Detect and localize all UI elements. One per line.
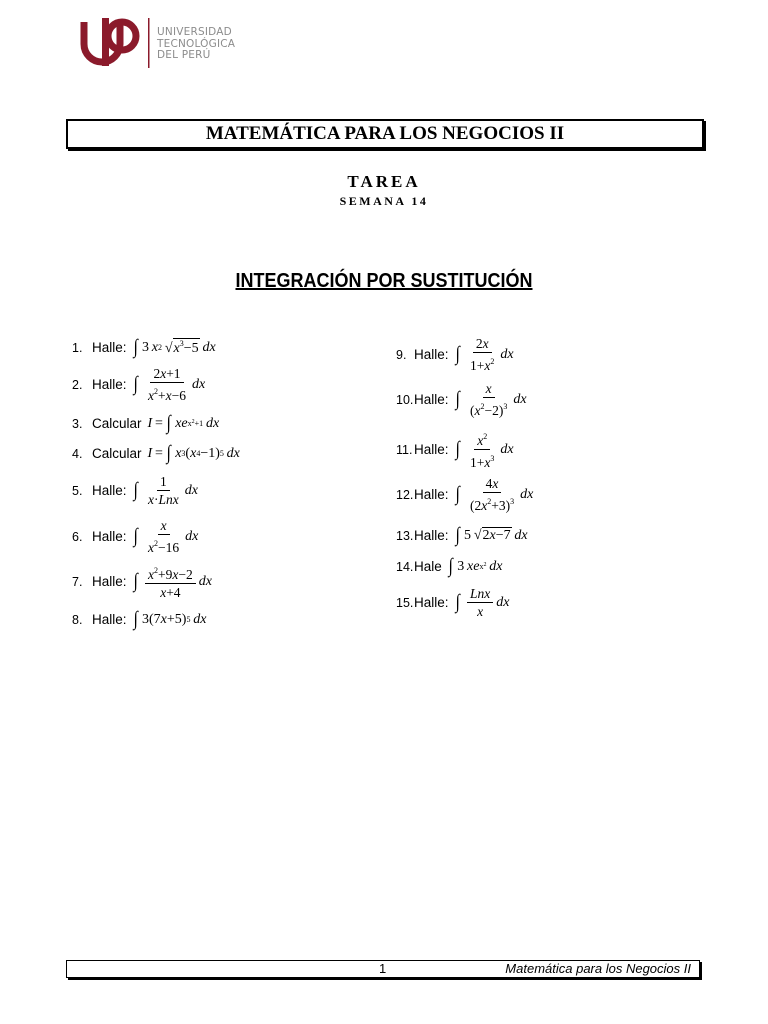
exercise-number: 2. <box>72 377 83 392</box>
logo-line-1: UNIVERSIDAD <box>157 26 232 38</box>
exercise-formula: I = ∫ xe $x^2+1$ dx <box>147 412 220 434</box>
exercise-verb: Halle: <box>414 392 449 407</box>
exercise-formula: ∫ 3 xe $x^2$ dx <box>448 555 503 577</box>
exercise-number: 1. <box>72 340 83 355</box>
footer-course-name: Matemática para los Negocios II <box>505 961 691 976</box>
exercise-verb: Calcular <box>92 446 142 461</box>
exercise-verb: Calcular <box>92 416 142 431</box>
exercise-6 <box>72 518 198 555</box>
exercise-4 <box>72 442 240 465</box>
exercise-2 <box>72 366 205 403</box>
exercise-verb: Halle: <box>92 483 127 498</box>
exercise-number: 5. <box>72 483 83 498</box>
exercise-verb: Hale <box>414 559 442 574</box>
exercise-10 <box>396 381 527 418</box>
course-title: MATEMÁTICA PARA LOS NEGOCIOS II <box>205 123 565 144</box>
exercise-verb: Halle: <box>92 377 127 392</box>
exercise-verb: Halle: <box>414 487 449 502</box>
exercise-9 <box>396 336 514 373</box>
exercise-verb: Halle: <box>414 528 449 543</box>
exercise-5 <box>72 474 198 507</box>
page-number: 1 <box>379 961 387 976</box>
exercise-verb: Halle: <box>92 612 127 627</box>
exercise-number: 9. <box>396 347 407 362</box>
logo-line-2: TECNOLÓGICA <box>157 37 236 50</box>
page-footer <box>66 960 700 978</box>
exercise-verb: Halle: <box>414 595 449 610</box>
exercise-formula: ∫ 3(7 x +5) 5 dx <box>133 608 207 630</box>
exercise-8 <box>72 608 206 631</box>
exercise-number: 12. <box>396 487 414 502</box>
topic-heading: INTEGRACIÓN POR SUSTITUCIÓN <box>235 270 533 292</box>
exercise-formula: ∫ $\frac{x}{(x^2-2)^3}$ dx <box>455 381 527 418</box>
exercise-formula: ∫ $\frac{2x+1}{x^2+x-6}$ dx <box>133 366 206 403</box>
exercise-formula: ∫ $\frac{4x}{(2x^2+3)^3}$ dx <box>455 476 534 513</box>
exercise-11 <box>396 429 514 470</box>
exercise-formula: I = ∫ x 3 ( x 4 −1) 5 dx <box>147 442 240 464</box>
exercise-number: 7. <box>72 574 83 589</box>
logo-line-3: DEL PERÚ <box>157 49 211 61</box>
exercise-number: 4. <box>72 446 83 461</box>
exercise-verb: Halle: <box>414 347 449 362</box>
exercise-1 <box>72 336 216 359</box>
exercise-14 <box>396 555 503 578</box>
exercise-number: 15. <box>396 595 414 610</box>
exercise-number: 10. <box>396 392 414 407</box>
exercise-number: 11. <box>396 442 413 457</box>
exercise-number: 6. <box>72 529 83 544</box>
exercise-number: 14. <box>396 559 414 574</box>
exercise-formula: ∫ 3 x 2 √ $x^3-5$ dx <box>133 336 216 358</box>
exercise-3 <box>72 412 219 435</box>
exercise-number: 3. <box>72 416 83 431</box>
exercise-verb: Halle: <box>92 574 127 589</box>
exercise-formula: ∫ $\frac{\text{Lnx}}{x}$ dx <box>455 586 510 619</box>
exercise-verb: Halle: <box>414 442 449 457</box>
exercise-formula: ∫ $\frac{x}{x^2-16}$ dx <box>133 518 199 555</box>
exercise-number: 13. <box>396 528 414 543</box>
exercise-7 <box>72 563 212 600</box>
semana-heading: SEMANA 14 <box>339 194 429 208</box>
exercise-verb: Halle: <box>92 529 127 544</box>
exercise-number: 8. <box>72 612 83 627</box>
logo-text <box>157 27 235 62</box>
exercise-formula: ∫ $\frac{x^2+9x-2}{x+4}$ dx <box>133 563 212 600</box>
exercise-verb: Halle: <box>92 340 127 355</box>
exercise-12 <box>396 476 533 513</box>
exercise-13 <box>396 524 528 547</box>
tarea-heading: TAREA <box>347 172 421 191</box>
exercise-15 <box>396 586 509 619</box>
course-title-box <box>66 119 704 149</box>
exercise-formula: ∫ $\frac{2x}{1+x^2}$ dx <box>455 336 514 373</box>
exercise-formula: ∫ $\frac{x^2}{1+x^3}$ dx <box>455 429 514 470</box>
exercise-formula: ∫ $\frac{1}{\text{x·Lnx}}$ dx <box>133 474 198 507</box>
exercise-formula: ∫ 5 √ 2x−7 dx <box>455 524 528 546</box>
